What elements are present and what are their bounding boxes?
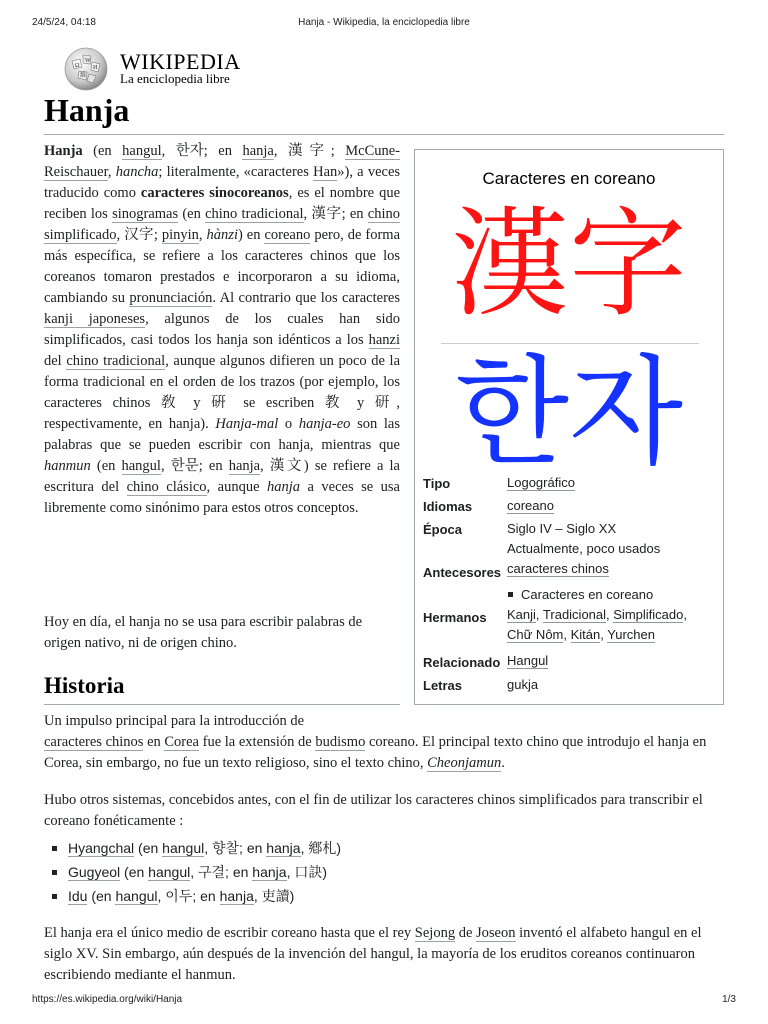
wiki-link[interactable]: Hangul — [507, 653, 549, 668]
wiki-link[interactable]: Kanji — [507, 607, 536, 622]
wiki-link[interactable]: hanja — [219, 888, 254, 904]
wiki-link[interactable]: hanja — [242, 143, 274, 159]
wiki-link[interactable]: Joseon — [476, 925, 516, 941]
list-item-gugyeol[interactable]: Gugyeol (en hangul, 구결; en hanja, 口訣) — [50, 860, 650, 884]
wiki-link[interactable]: Chữ Nôm — [507, 627, 564, 642]
lead-text: Hanja (en hangul, 한자; en hanja, 漢字; McCune-Reischauer, hancha; literalmente, «caracteres Han»), a veces traducido como caracteres sinocoreanos, es el nombre que reciben los sinogramas (en chino tradicional, 漢字; en chino simplificado, 汉字; pinyin, hànzi) en coreano pero, de forma más específica, se refiere a los caracteres chinos que los coreanos tomaron prestados e incorporaron a su idioma, cambiando su pronunciación. Al contrario que los caracteres kanji japoneses, algunos de los cuales han sido simplificados, casi todos los hanja son idénticos a los hanzi del chino tradicional, aunque algunos difieren un poco de la forma tradicional en el orden de los trazos (por ejemplo, los caracteres chinos 敎 y 硏 se escriben 教 y 研, respectivamente, en hanja). Hanja-mal o hanja-eo son las palabras que se pueden escribir con hanja, mientras que hanmun (en hangul, 한문; en hanja, 漢文) se refiere a la escritura del chino clásico, aunque hanja a veces se usa libremente como sinónimo para estos otros conceptos. — [44, 143, 401, 516]
wiki-link[interactable]: Tradicional — [542, 607, 607, 622]
wiki-link[interactable]: sinogramas — [112, 206, 179, 222]
print-page-number: 1/3 — [722, 994, 736, 1005]
infobox-label-relacionado: Relacionado — [423, 655, 501, 670]
wiki-link[interactable]: Cheonjamun — [427, 755, 502, 771]
second-paragraph: Hoy en día, el hanja no se usa para escribir palabras de origen nativo, ni de origen chino. — [44, 614, 363, 651]
infobox — [414, 149, 724, 705]
infobox-label-tipo: Tipo — [423, 476, 451, 491]
wiki-link[interactable]: caracteres chinos — [44, 734, 144, 750]
wiki-link[interactable]: Simplificado — [613, 607, 684, 622]
wiki-link[interactable]: coreano — [507, 498, 554, 513]
wiki-link[interactable]: Idu — [68, 888, 88, 904]
infobox-value-letras: gukja — [507, 677, 539, 692]
wiki-link[interactable]: Han — [313, 164, 338, 180]
wiki-link[interactable]: pronunciación — [129, 290, 213, 306]
svg-text:維: 維 — [80, 73, 87, 79]
wiki-link[interactable]: pinyin — [161, 227, 199, 243]
historia-bullet-list — [50, 836, 650, 908]
infobox-value-relacionado[interactable] — [507, 651, 717, 671]
wiki-link[interactable]: hanja — [266, 840, 301, 856]
wiki-link[interactable]: kanji japoneses — [44, 311, 146, 327]
wiki-link[interactable]: Corea — [164, 734, 199, 750]
wiki-link[interactable]: hangul — [148, 864, 191, 880]
wiki-link[interactable]: Kitán — [570, 627, 601, 642]
list-item-hyangchal[interactable]: Hyangchal (en hangul, 향찰; en hanja, 鄕札) — [50, 836, 650, 860]
print-title: Hanja - Wikipedia, la enciclopedia libre — [298, 17, 470, 28]
wiki-link[interactable]: chino tradicional — [205, 206, 304, 222]
print-datetime: 24/5/24, 04:18 — [32, 17, 96, 28]
wiki-link[interactable]: hanja — [252, 864, 287, 880]
wiki-link[interactable]: hanja — [228, 458, 261, 474]
infobox-label-antecesores: Antecesores — [423, 565, 502, 580]
hangul-glyph-image: 한자 — [455, 347, 683, 479]
wiki-link[interactable]: Yurchen — [607, 627, 655, 642]
infobox-value-epoca: Siglo IV – Siglo XX Actualmente, poco usados — [507, 521, 661, 556]
hanja-glyph-image: 漢字 — [450, 199, 687, 331]
wiki-link[interactable]: budismo — [315, 734, 366, 750]
wiki-link[interactable]: chino clásico — [126, 479, 207, 495]
wiki-link[interactable]: chino tradicional — [66, 353, 166, 369]
historia-paragraph-3: El hanja era el único medio de escribir coreano hasta que el rey Sejong de Joseon inventó el alfabeto hangul en el siglo XV. Sin embargo, aún después de la invención del hangul, la mayoría de los eruditos coreanos continuaron escribiendo mediante el hanmun. — [44, 925, 702, 983]
infobox-label-letras: Letras — [423, 678, 463, 693]
wiki-link[interactable]: Logográfico — [507, 475, 575, 490]
wiki-link[interactable]: chino simplificado — [44, 206, 401, 243]
wiki-link[interactable]: hanzi — [368, 332, 400, 348]
infobox-value-hermanos[interactable]: Caracteres en coreano Kanji, Tradicional, Simplificado, Chữ Nôm, Kitán, Yurchen — [507, 587, 687, 642]
infobox-title: Caracteres en coreano — [482, 169, 656, 188]
infobox-value-tipo[interactable] — [507, 473, 717, 493]
wiki-link[interactable]: caracteres chinos — [507, 561, 609, 576]
wiki-link[interactable]: hangul — [121, 458, 161, 474]
infobox-label-epoca: Época — [423, 522, 463, 537]
wiki-link[interactable]: coreano — [264, 227, 311, 243]
svg-text:W: W — [85, 58, 91, 64]
wikipedia-globe-icon[interactable] — [62, 45, 110, 93]
wikipedia-wordmark[interactable]: WIKIPEDIA — [120, 49, 241, 74]
infobox-value-antecesores[interactable] — [507, 559, 717, 579]
wiki-link[interactable]: Hyangchal — [68, 840, 135, 856]
wiki-link[interactable]: hangul — [162, 840, 205, 856]
infobox-label-hermanos: Hermanos — [423, 610, 487, 625]
wikipedia-tagline: La enciclopedia libre — [120, 71, 230, 86]
wiki-link[interactable]: Sejong — [414, 925, 456, 941]
wiki-link[interactable]: hangul — [115, 888, 158, 904]
wiki-link[interactable]: hangul — [122, 143, 162, 159]
infobox-label-idiomas: Idiomas — [423, 499, 473, 514]
historia-paragraph-2: Hubo otros sistemas, concebidos antes, con el fin de utilizar los caracteres chinos simplificados para transcribir el coreano fonéticamente : — [44, 792, 703, 829]
wiki-link[interactable]: McCune-Reischauer — [44, 143, 401, 180]
svg-text:И: И — [93, 65, 98, 71]
list-item-idu[interactable]: Idu (en hangul, 이두; en hanja, 吏讀) — [50, 884, 650, 908]
lead-paragraph — [44, 141, 400, 519]
section-divider — [44, 704, 400, 705]
infobox-value-idiomas[interactable] — [507, 496, 717, 516]
svg-text:Ω: Ω — [75, 63, 80, 69]
print-url[interactable]: https://es.wikipedia.org/wiki/Hanja — [32, 994, 183, 1005]
wiki-link[interactable]: Gugyeol — [68, 864, 121, 880]
historia-paragraph-1: Un impulso principal para la introducción de caracteres chinos en Corea fue la extensión de budismo coreano. El principal texto chino que introdujo el hanja en Corea, sin embargo, no fue un texto religioso, sino el texto chino, Cheonjamun. — [44, 713, 707, 771]
section-heading-historia: Historia — [44, 673, 125, 698]
title-divider — [44, 134, 724, 135]
page-title: Hanja — [44, 92, 130, 128]
